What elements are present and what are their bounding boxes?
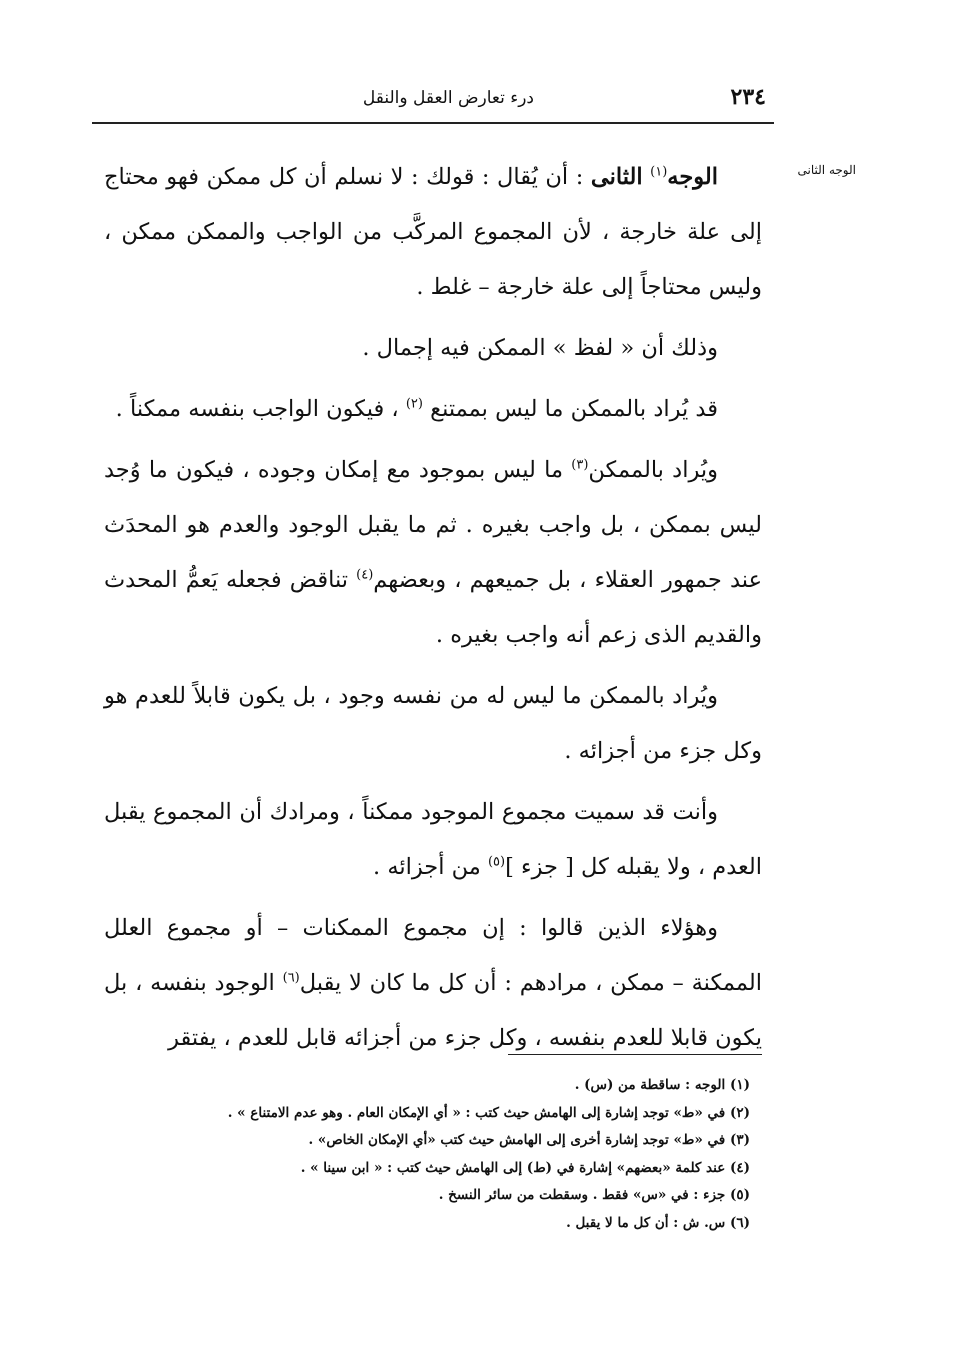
footnote-ref-5: (٥) [487, 854, 506, 870]
running-title: درء تعارض العقل والنقل [362, 88, 534, 108]
footnote-6: (٦) س. ش : أن كل ما لا يقبل . [566, 1214, 750, 1231]
paragraph-6-text-a: وأنت قد سميت مجموع الموجود ممكناً ، ومرادك أن المجموع يقبل العدم ، ولا يقبله كل [ جزء ] [104, 799, 762, 880]
footnote-ref-6: (٦) [282, 970, 300, 986]
footnote-rule [508, 1054, 762, 1055]
paragraph-1-text: : أن يُقال : قولك : لا نسلم أن كل ممكن فهو محتاج إلى علة خارجة ، لأن المجموع المركَّب من الواجب والممكن ممكن ، وليس محتاجاً إلى علة خارجة – غلط . [104, 164, 762, 300]
body-text [104, 150, 762, 1066]
second-word: الثانى [590, 164, 643, 190]
footnote-4: (٤) عند كلمة «بعضهم» إشارة في (ط) إلى الهامش حيث كتب : « ابن سينا » . [300, 1159, 750, 1176]
footnote-ref-3: (٣) [571, 457, 589, 473]
paragraph-2: وذلك أن « لفظ » الممكن فيه إجمال . [362, 335, 718, 361]
lead-word: الوجه [667, 164, 718, 190]
paragraph-4-text-c: تناقض فجعله يَعمُّ المحدث والقديم الذى زعم أنه واجب بغيره . [104, 567, 762, 648]
page-header [92, 80, 774, 124]
paragraph-7-text-a: وهؤلاء الذين قالوا : إن مجموع الممكنات – أو مجموع العلل الممكنة – ممكن ، مرادهم : أن كل ما كان لا يقبل [104, 915, 763, 996]
paragraph-4-text-b: ما ليس بموجود مع إمكان وجوده ، فيكون ما وُجد ليس بممكن ، بل واجب بغيره . ثم ما يقبل الوجود والعدم هو المحدَث عند جمهور العقلاء ، بل جميعهم ، وبعضهم [104, 457, 762, 593]
footnote-2: (٢) في «ط» توجد إشارة إلى الهامش حيث كتب : « أي الإمكان العام . وهو عدم الامتناع » . [227, 1104, 750, 1121]
paragraph-4 [104, 443, 762, 663]
paragraph-6 [104, 785, 762, 895]
paragraph-6-text-b: من أجزائه . [373, 854, 488, 880]
paragraph-3 [104, 382, 762, 437]
footnote-ref-4: (٤) [356, 567, 374, 583]
footnote-ref-2: (٢) [405, 396, 423, 412]
footnote-5: (٥) جزء : في «س» فقط . وسقطت من سائر النسخ . [438, 1187, 750, 1203]
paragraph-3-text-a: قد يُراد بالممكن ما ليس بممتنع [422, 396, 718, 422]
paragraph-4-text-a: ويُراد بالممكن [588, 457, 718, 483]
paragraph-5: ويُراد بالممكن ما ليس له من نفسه وجود ، بل يكون قابلاً للعدم هو وكل جزء من أجزائه . [104, 683, 762, 764]
paragraph-7 [104, 901, 762, 1066]
header-rule [92, 122, 774, 124]
paragraph-1 [104, 150, 762, 315]
footnote-ref-1: (١) [650, 164, 668, 180]
page-number: ٢٣٤ [730, 84, 766, 110]
paragraph-3-text-b: ، فيكون الواجب بنفسه ممكناً . [115, 396, 406, 422]
paragraph-7-text-b: الوجود بنفسه ، بل يكون قابلا للعدم بنفسه ، وكل جزء من أجزائه قابل للعدم ، يفتقر [104, 970, 762, 1051]
margin-note: الوجه الثانى [797, 163, 856, 177]
footnotes [120, 1072, 750, 1237]
footnote-1: (١) الوجه : ساقطة من (س) . [574, 1077, 750, 1093]
footnote-3: (٣) في «ط» توجد إشارة أخرى إلى الهامش حيث كتب «أي الإمكان الخاص» . [308, 1132, 750, 1148]
